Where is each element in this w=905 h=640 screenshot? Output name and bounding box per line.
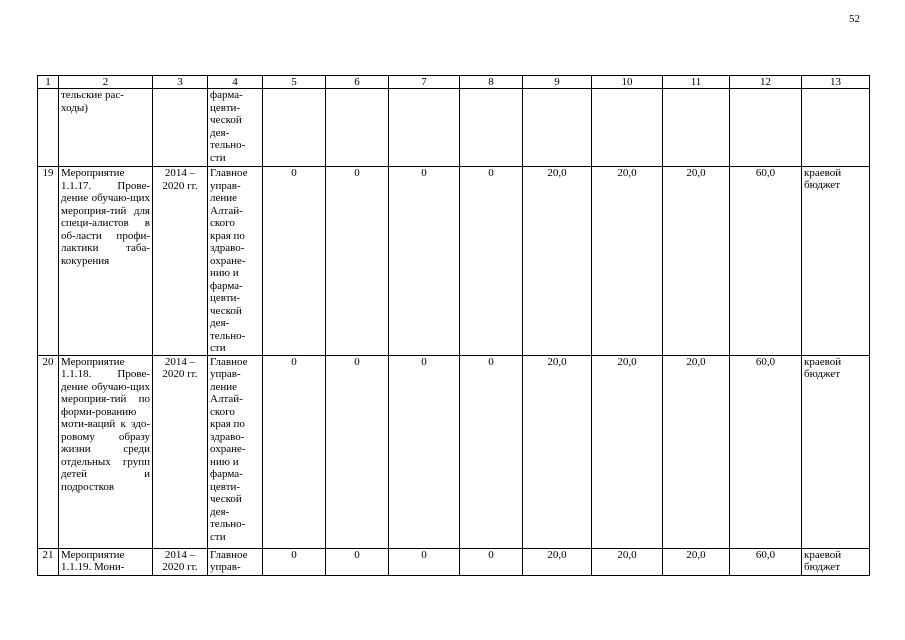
row-number-cell: 19 bbox=[38, 167, 59, 356]
header-cell: 8 bbox=[460, 76, 523, 89]
header-cell: 4 bbox=[208, 76, 263, 89]
value-cell: 20,0 bbox=[523, 167, 592, 356]
funding-source-cell: краевой бюджет bbox=[802, 355, 870, 548]
table-row bbox=[38, 548, 870, 575]
value-cell: 0 bbox=[326, 548, 389, 575]
value-cell: 0 bbox=[326, 167, 389, 356]
value-cell: 0 bbox=[389, 548, 460, 575]
table-row bbox=[38, 355, 870, 548]
table-row bbox=[38, 167, 870, 356]
value-cell: 0 bbox=[263, 167, 326, 356]
funding-source-cell: краевой бюджет bbox=[802, 167, 870, 356]
value-cell: 0 bbox=[389, 167, 460, 356]
period-cell: 2014 – 2020 гг. bbox=[153, 167, 208, 356]
value-cell: 20,0 bbox=[592, 548, 663, 575]
event-name-cell: тельские рас- ходы) bbox=[59, 89, 153, 167]
executor-cell: Главное управ- ление Алтай- ского края по здраво- охране- нию и фарма- цевти- ческой дея- тельно- сти bbox=[208, 355, 263, 548]
row-number-cell: 21 bbox=[38, 548, 59, 575]
funding-source-cell: краевой бюджет bbox=[802, 548, 870, 575]
header-cell: 10 bbox=[592, 76, 663, 89]
value-cell: 20,0 bbox=[592, 167, 663, 356]
header-cell: 2 bbox=[59, 76, 153, 89]
value-cell: 20,0 bbox=[523, 548, 592, 575]
period-cell: 2014 – 2020 гг. bbox=[153, 355, 208, 548]
continuation-row bbox=[38, 89, 870, 167]
total-cell: 60,0 bbox=[730, 355, 802, 548]
header-cell: 1 bbox=[38, 76, 59, 89]
executor-cell: Главное управ- bbox=[208, 548, 263, 575]
value-cell: 20,0 bbox=[592, 355, 663, 548]
header-cell: 9 bbox=[523, 76, 592, 89]
page-number: 52 bbox=[849, 13, 860, 25]
value-cell: 0 bbox=[389, 355, 460, 548]
header-cell: 5 bbox=[263, 76, 326, 89]
event-name-cell: Мероприятие 1.1.17. Прове-дение обучаю-щих мероприя-тий для специ-алистов в об-ласти профи-лактики таба-кокурения bbox=[59, 167, 153, 356]
event-name-cell: Мероприятие 1.1.18. Прове-дение обучаю-щих мероприя-тий по форми-рованию моти-ваций к здо-ровому образу жизни среди отдельных групп детей и подростков bbox=[59, 355, 153, 548]
value-cell: 0 bbox=[460, 167, 523, 356]
value-cell: 0 bbox=[263, 548, 326, 575]
program-events-table bbox=[37, 75, 870, 576]
header-cell: 6 bbox=[326, 76, 389, 89]
header-cell: 13 bbox=[802, 76, 870, 89]
value-cell: 0 bbox=[263, 355, 326, 548]
value-cell: 0 bbox=[460, 355, 523, 548]
period-cell: 2014 – 2020 гг. bbox=[153, 548, 208, 575]
header-cell: 3 bbox=[153, 76, 208, 89]
header-cell: 11 bbox=[663, 76, 730, 89]
event-name-cell: Мероприятие 1.1.19. Мони- bbox=[59, 548, 153, 575]
header-cell: 12 bbox=[730, 76, 802, 89]
value-cell: 20,0 bbox=[663, 548, 730, 575]
value-cell: 20,0 bbox=[663, 167, 730, 356]
total-cell: 60,0 bbox=[730, 167, 802, 356]
value-cell: 0 bbox=[460, 548, 523, 575]
executor-cell: Главное управ- ление Алтай- ского края по здраво- охране- нию и фарма- цевти- ческой дея- тельно- сти bbox=[208, 167, 263, 356]
executor-cell: фарма- цевти- ческой дея- тельно- сти bbox=[208, 89, 263, 167]
value-cell: 20,0 bbox=[663, 355, 730, 548]
value-cell: 0 bbox=[326, 355, 389, 548]
header-row bbox=[38, 76, 870, 89]
header-cell: 7 bbox=[389, 76, 460, 89]
row-number-cell: 20 bbox=[38, 355, 59, 548]
value-cell: 20,0 bbox=[523, 355, 592, 548]
total-cell: 60,0 bbox=[730, 548, 802, 575]
